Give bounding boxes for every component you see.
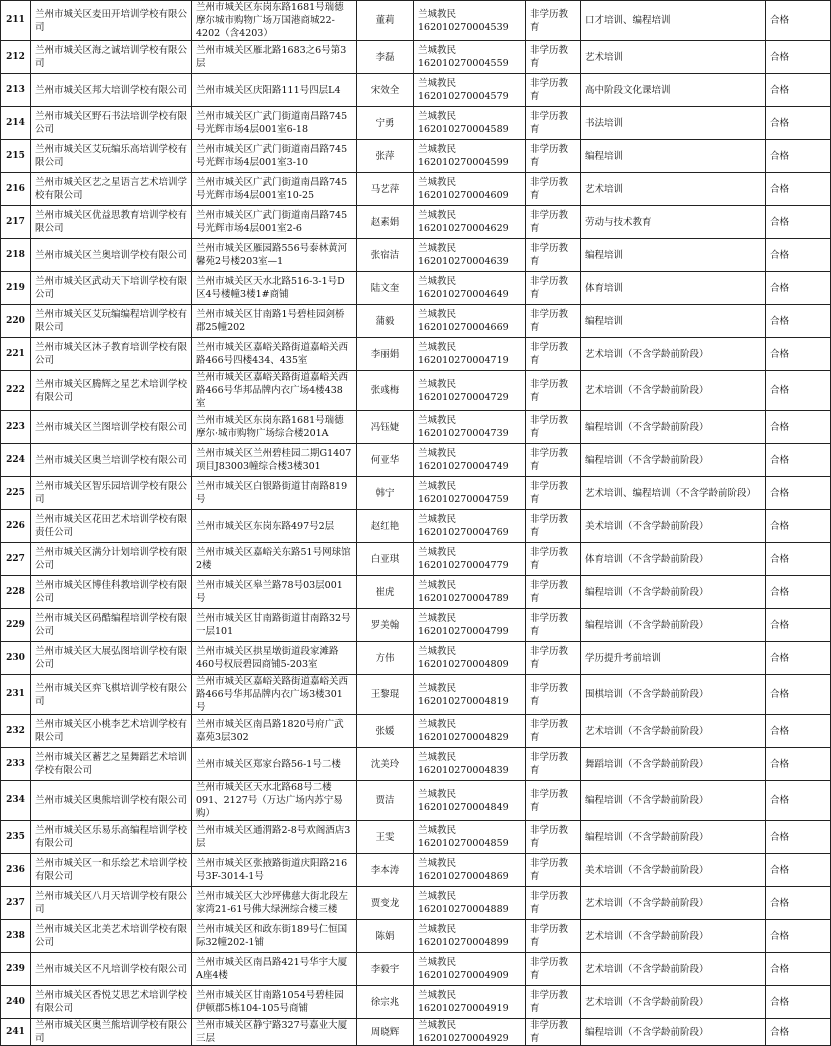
school-name: 兰州市城关区奥兰培训学校有限公司: [31, 444, 192, 477]
table-row: [1, 173, 831, 206]
row-number: 239: [1, 953, 31, 986]
education-type: 非学历教育: [526, 74, 581, 107]
school-address: 兰州市城关区甘南路1号碧桂园剑桥郡25幢202: [192, 305, 357, 338]
table-row: [1, 642, 831, 675]
education-type: 非学历教育: [526, 1, 581, 41]
row-number: 231: [1, 675, 31, 715]
education-type: 非学历教育: [526, 239, 581, 272]
training-scope: 艺术培训（不含学龄前阶段）: [581, 953, 766, 986]
legal-representative: 陈娟: [357, 920, 414, 953]
education-type: 非学历教育: [526, 41, 581, 74]
inspection-result: 合格: [766, 887, 831, 920]
training-scope: 编程培训: [581, 140, 766, 173]
row-number: 220: [1, 305, 31, 338]
license-number: 兰城教民162010270004859: [414, 821, 526, 854]
training-scope: 艺术培训: [581, 173, 766, 206]
school-name: 兰州市城关区邦大培训学校有限公司: [31, 74, 192, 107]
education-type: 非学历教育: [526, 206, 581, 239]
row-number: 234: [1, 781, 31, 821]
row-number: 226: [1, 510, 31, 543]
legal-representative: 罗美翰: [357, 609, 414, 642]
school-address: 兰州市城关区雁园路556号泰林黄河馨苑2号楼203室—1: [192, 239, 357, 272]
inspection-result: 合格: [766, 41, 831, 74]
legal-representative: 宋效全: [357, 74, 414, 107]
training-scope: 艺术培训、编程培训（不含学龄前阶段）: [581, 477, 766, 510]
row-number: 215: [1, 140, 31, 173]
row-number: 219: [1, 272, 31, 305]
school-address: 兰州市城关区南昌路421号华宇大厦A座4楼: [192, 953, 357, 986]
inspection-result: 合格: [766, 477, 831, 510]
row-number: 235: [1, 821, 31, 854]
license-number: 兰城教民162010270004919: [414, 986, 526, 1019]
school-name: 兰州市城关区艾玩编编程培训学校有限公司: [31, 305, 192, 338]
table-row: [1, 107, 831, 140]
training-scope: 艺术培训（不含学龄前阶段）: [581, 715, 766, 748]
school-address: 兰州市城关区广武门街道南昌路745号光辉市场4层001室10-25: [192, 173, 357, 206]
row-number: 223: [1, 411, 31, 444]
education-type: 非学历教育: [526, 510, 581, 543]
training-scope: 高中阶段文化课培训: [581, 74, 766, 107]
legal-representative: 李丽娟: [357, 338, 414, 371]
school-name: 兰州市城关区海之诚培训学校有限公司: [31, 41, 192, 74]
table-row: [1, 715, 831, 748]
school-name: 兰州市城关区北美艺术培训学校有限公司: [31, 920, 192, 953]
training-scope: 美术培训（不含学龄前阶段）: [581, 510, 766, 543]
inspection-result: 合格: [766, 1, 831, 41]
education-type: 非学历教育: [526, 107, 581, 140]
training-scope: 编程培训（不含学龄前阶段）: [581, 411, 766, 444]
education-type: 非学历教育: [526, 576, 581, 609]
school-name: 兰州市城关区码酷编程培训学校有限公司: [31, 609, 192, 642]
inspection-result: 合格: [766, 986, 831, 1019]
row-number: 225: [1, 477, 31, 510]
row-number: 238: [1, 920, 31, 953]
training-scope: 围棋培训（不含学龄前阶段）: [581, 675, 766, 715]
row-number: 218: [1, 239, 31, 272]
legal-representative: 王黎琨: [357, 675, 414, 715]
training-scope: 学历提升考前培训: [581, 642, 766, 675]
table-row: [1, 920, 831, 953]
inspection-result: 合格: [766, 920, 831, 953]
school-address: 兰州市城关区广武门街道南昌路745号光辉市场4层001室2-6: [192, 206, 357, 239]
education-type: 非学历教育: [526, 920, 581, 953]
table-row: [1, 338, 831, 371]
school-address: 兰州市城关区东岗东路1681号瑞德摩尔城市购物广场万国港商城22-4202（含4203）: [192, 1, 357, 41]
school-name: 兰州市城关区花田艺术培训学校有限责任公司: [31, 510, 192, 543]
row-number: 232: [1, 715, 31, 748]
education-type: 非学历教育: [526, 543, 581, 576]
license-number: 兰城教民162010270004829: [414, 715, 526, 748]
license-number: 兰城教民162010270004539: [414, 1, 526, 41]
training-scope: 编程培训（不含学龄前阶段）: [581, 609, 766, 642]
legal-representative: 蒲毅: [357, 305, 414, 338]
legal-representative: 张宿洁: [357, 239, 414, 272]
inspection-result: 合格: [766, 715, 831, 748]
row-number: 241: [1, 1019, 31, 1046]
education-type: 非学历教育: [526, 477, 581, 510]
school-name: 兰州市城关区蓄艺之星舞蹈艺术培训学校有限公司: [31, 748, 192, 781]
education-type: 非学历教育: [526, 748, 581, 781]
row-number: 214: [1, 107, 31, 140]
license-number: 兰城教民162010270004579: [414, 74, 526, 107]
school-name: 兰州市城关区沐子教育培训学校有限公司: [31, 338, 192, 371]
row-number: 224: [1, 444, 31, 477]
license-number: 兰城教民162010270004729: [414, 371, 526, 411]
education-type: 非学历教育: [526, 887, 581, 920]
table-row: [1, 272, 831, 305]
license-number: 兰城教民162010270004849: [414, 781, 526, 821]
inspection-result: 合格: [766, 305, 831, 338]
legal-representative: 冯钰婕: [357, 411, 414, 444]
school-name: 兰州市城关区乐易乐高编程培训学校有限公司: [31, 821, 192, 854]
table-row: [1, 477, 831, 510]
training-scope: 编程培训: [581, 305, 766, 338]
license-number: 兰城教民162010270004559: [414, 41, 526, 74]
school-name: 兰州市城关区一和乐绘艺术培训学校有限公司: [31, 854, 192, 887]
inspection-result: 合格: [766, 609, 831, 642]
school-address: 兰州市城关区广武门街道南昌路745号光辉市场4层001室3-10: [192, 140, 357, 173]
training-scope: 口才培训、编程培训: [581, 1, 766, 41]
legal-representative: 周晓辉: [357, 1019, 414, 1046]
training-scope: 劳动与技术教育: [581, 206, 766, 239]
school-address: 兰州市城关区兰州碧桂园二期G1407项目J83003幢综合楼3楼301: [192, 444, 357, 477]
row-number: 222: [1, 371, 31, 411]
school-address: 兰州市城关区通渭路2-8号欢阁酒店3层: [192, 821, 357, 854]
table-row: [1, 305, 831, 338]
inspection-result: 合格: [766, 338, 831, 371]
table-row: [1, 821, 831, 854]
school-address: 兰州市城关区东岗东路497号2层: [192, 510, 357, 543]
license-number: 兰城教民162010270004609: [414, 173, 526, 206]
inspection-result: 合格: [766, 821, 831, 854]
training-scope: 编程培训（不含学龄前阶段）: [581, 821, 766, 854]
school-address: 兰州市城关区郑家台路56-1号二楼: [192, 748, 357, 781]
table-row: [1, 74, 831, 107]
inspection-result: 合格: [766, 576, 831, 609]
training-scope: 体育培训: [581, 272, 766, 305]
education-type: 非学历教育: [526, 272, 581, 305]
education-type: 非学历教育: [526, 986, 581, 1019]
table-row: [1, 41, 831, 74]
row-number: 227: [1, 543, 31, 576]
training-scope: 艺术培训（不含学龄前阶段）: [581, 338, 766, 371]
school-address: 兰州市城关区东岗东路1681号瑞德摩尔·城市购物广场综合楼201A: [192, 411, 357, 444]
table-row: [1, 239, 831, 272]
table-row: [1, 411, 831, 444]
license-number: 兰城教民162010270004749: [414, 444, 526, 477]
inspection-result: 合格: [766, 543, 831, 576]
school-name: 兰州市城关区博佳科教培训学校有限公司: [31, 576, 192, 609]
legal-representative: 贾洁: [357, 781, 414, 821]
training-scope: 体育培训（不含学龄前阶段）: [581, 543, 766, 576]
education-type: 非学历教育: [526, 854, 581, 887]
school-name: 兰州市城关区麦田开培训学校有限公司: [31, 1, 192, 41]
school-name: 兰州市城关区腾辉之星艺术培训学校有限公司: [31, 371, 192, 411]
license-number: 兰城教民162010270004599: [414, 140, 526, 173]
training-scope: 艺术培训（不含学龄前阶段）: [581, 887, 766, 920]
training-scope: 编程培训（不含学龄前阶段）: [581, 781, 766, 821]
legal-representative: 马艺萍: [357, 173, 414, 206]
education-type: 非学历教育: [526, 338, 581, 371]
license-number: 兰城教民162010270004669: [414, 305, 526, 338]
legal-representative: 白亚琪: [357, 543, 414, 576]
license-number: 兰城教民162010270004739: [414, 411, 526, 444]
school-name: 兰州市城关区智乐园培训学校有限公司: [31, 477, 192, 510]
legal-representative: 张萍: [357, 140, 414, 173]
legal-representative: 张媛: [357, 715, 414, 748]
license-number: 兰城教民162010270004759: [414, 477, 526, 510]
row-number: 233: [1, 748, 31, 781]
school-address: 兰州市城关区甘南路1054号碧桂园伊顿郡5栋104-105号商铺: [192, 986, 357, 1019]
school-name: 兰州市城关区兰奥培训学校有限公司: [31, 239, 192, 272]
training-scope: 编程培训（不含学龄前阶段）: [581, 576, 766, 609]
school-name: 兰州市城关区奥熊培训学校有限公司: [31, 781, 192, 821]
table-row: [1, 576, 831, 609]
school-address: 兰州市城关区皋兰路78号03层001号: [192, 576, 357, 609]
school-name: 兰州市城关区兰图培训学校有限公司: [31, 411, 192, 444]
school-name: 兰州市城关区武动天下培训学校有限公司: [31, 272, 192, 305]
education-type: 非学历教育: [526, 609, 581, 642]
school-address: 兰州市城关区白银路街道甘南路819号: [192, 477, 357, 510]
table-row: [1, 1, 831, 41]
school-address: 兰州市城关区天水北路68号二楼091、2127号（万达广场内苏宁易购）: [192, 781, 357, 821]
table-row: [1, 986, 831, 1019]
education-type: 非学历教育: [526, 821, 581, 854]
license-number: 兰城教民162010270004899: [414, 920, 526, 953]
legal-representative: 方伟: [357, 642, 414, 675]
inspection-result: 合格: [766, 748, 831, 781]
school-name: 兰州市城关区八月天培训学校有限公司: [31, 887, 192, 920]
education-type: 非学历教育: [526, 781, 581, 821]
legal-representative: 崔虎: [357, 576, 414, 609]
education-type: 非学历教育: [526, 173, 581, 206]
school-address: 兰州市城关区大沙坪佛慈大街北段左家湾21-61号佛大绿洲综合楼三楼: [192, 887, 357, 920]
license-number: 兰城教民162010270004789: [414, 576, 526, 609]
school-address: 兰州市城关区静宁路327号嘉业大厦三层: [192, 1019, 357, 1046]
license-number: 兰城教民162010270004809: [414, 642, 526, 675]
training-scope: 编程培训（不含学龄前阶段）: [581, 444, 766, 477]
legal-representative: 徐宗兆: [357, 986, 414, 1019]
school-name: 兰州市城关区满分计划培训学校有限公司: [31, 543, 192, 576]
table-row: [1, 371, 831, 411]
table-row: [1, 953, 831, 986]
school-address: 兰州市城关区张掖路街道庆阳路216号3F-3014-1号: [192, 854, 357, 887]
education-type: 非学历教育: [526, 371, 581, 411]
education-type: 非学历教育: [526, 411, 581, 444]
school-name: 兰州市城关区艺之星语言艺术培训学校有限公司: [31, 173, 192, 206]
school-name: 兰州市城关区大展弘图培训学校有限公司: [31, 642, 192, 675]
license-number: 兰城教民162010270004649: [414, 272, 526, 305]
row-number: 229: [1, 609, 31, 642]
legal-representative: 董莉: [357, 1, 414, 41]
training-scope: 艺术培训（不含学龄前阶段）: [581, 920, 766, 953]
row-number: 217: [1, 206, 31, 239]
legal-representative: 何亚华: [357, 444, 414, 477]
inspection-result: 合格: [766, 206, 831, 239]
license-number: 兰城教民162010270004769: [414, 510, 526, 543]
education-type: 非学历教育: [526, 953, 581, 986]
row-number: 237: [1, 887, 31, 920]
inspection-result: 合格: [766, 411, 831, 444]
school-name: 兰州市城关区香悦艾思艺术培训学校有限公司: [31, 986, 192, 1019]
license-number: 兰城教民162010270004589: [414, 107, 526, 140]
legal-representative: 宁勇: [357, 107, 414, 140]
training-scope: 艺术培训（不含学龄前阶段）: [581, 986, 766, 1019]
legal-representative: 李毅宇: [357, 953, 414, 986]
inspection-result: 合格: [766, 1019, 831, 1046]
inspection-result: 合格: [766, 781, 831, 821]
school-name: 兰州市城关区小桃李艺术培训学校有限公司: [31, 715, 192, 748]
education-type: 非学历教育: [526, 140, 581, 173]
school-name: 兰州市城关区优益思教育培训学校有限公司: [31, 206, 192, 239]
school-address: 兰州市城关区庆阳路111号四层L4: [192, 74, 357, 107]
license-number: 兰城教民162010270004819: [414, 675, 526, 715]
row-number: 212: [1, 41, 31, 74]
table-row: [1, 609, 831, 642]
school-name: 兰州市城关区弈飞棋培训学校有限公司: [31, 675, 192, 715]
school-address: 兰州市城关区嘉峪关路街道嘉峪关西路466号华邦品牌内衣广场3楼301号: [192, 675, 357, 715]
inspection-result: 合格: [766, 953, 831, 986]
inspection-result: 合格: [766, 173, 831, 206]
school-name: 兰州市城关区奥兰熊培训学校有限公司: [31, 1019, 192, 1046]
school-address: 兰州市城关区天水北路516-3-1号D区4号楼幢3楼1#商铺: [192, 272, 357, 305]
row-number: 221: [1, 338, 31, 371]
training-scope: 艺术培训: [581, 41, 766, 74]
row-number: 236: [1, 854, 31, 887]
table-row: [1, 140, 831, 173]
school-address: 兰州市城关区嘉峪关路街道嘉峪关西路466号华邦品牌内衣广场4楼438室: [192, 371, 357, 411]
legal-representative: 赵素娟: [357, 206, 414, 239]
school-address: 兰州市城关区嘉峪关东路51号网球馆2楼: [192, 543, 357, 576]
license-number: 兰城教民162010270004839: [414, 748, 526, 781]
education-type: 非学历教育: [526, 675, 581, 715]
education-type: 非学历教育: [526, 444, 581, 477]
row-number: 228: [1, 576, 31, 609]
row-number: 211: [1, 1, 31, 41]
legal-representative: 陆文奎: [357, 272, 414, 305]
license-number: 兰城教民162010270004629: [414, 206, 526, 239]
training-scope: 美术培训（不含学龄前阶段）: [581, 854, 766, 887]
school-address: 兰州市城关区南昌路1820号府广武嘉苑3层302: [192, 715, 357, 748]
legal-representative: 李磊: [357, 41, 414, 74]
training-scope: 舞蹈培训（不含学龄前阶段）: [581, 748, 766, 781]
training-scope: 书法培训: [581, 107, 766, 140]
table-row: [1, 444, 831, 477]
school-name: 兰州市城关区野石书法培训学校有限公司: [31, 107, 192, 140]
inspection-result: 合格: [766, 239, 831, 272]
school-address: 兰州市城关区拱星墩街道段家滩路460号权辰碧园商铺5-203室: [192, 642, 357, 675]
legal-representative: 赵红艳: [357, 510, 414, 543]
table-row: [1, 887, 831, 920]
row-number: 230: [1, 642, 31, 675]
inspection-result: 合格: [766, 272, 831, 305]
table-row: [1, 510, 831, 543]
inspection-result: 合格: [766, 444, 831, 477]
training-scope: 编程培训: [581, 239, 766, 272]
school-address: 兰州市城关区和政东街189号仁恒国际32幢202-1铺: [192, 920, 357, 953]
license-number: 兰城教民162010270004639: [414, 239, 526, 272]
legal-representative: 张彧梅: [357, 371, 414, 411]
legal-representative: 李本涛: [357, 854, 414, 887]
school-address: 兰州市城关区甘南路街道甘南路32号一层101: [192, 609, 357, 642]
inspection-result: 合格: [766, 854, 831, 887]
inspection-result: 合格: [766, 371, 831, 411]
training-scope: 编程培训（不含学龄前阶段）: [581, 1019, 766, 1046]
table-row: [1, 748, 831, 781]
inspection-result: 合格: [766, 140, 831, 173]
row-number: 240: [1, 986, 31, 1019]
inspection-result: 合格: [766, 510, 831, 543]
license-number: 兰城教民162010270004779: [414, 543, 526, 576]
license-number: 兰城教民162010270004929: [414, 1019, 526, 1046]
legal-representative: 沈美玲: [357, 748, 414, 781]
training-scope: 艺术培训（不含学龄前阶段）: [581, 371, 766, 411]
legal-representative: 王雯: [357, 821, 414, 854]
table-body: [1, 1, 831, 1046]
license-number: 兰城教民162010270004909: [414, 953, 526, 986]
education-type: 非学历教育: [526, 642, 581, 675]
license-number: 兰城教民162010270004799: [414, 609, 526, 642]
school-address: 兰州市城关区雁北路1683之6号第3层: [192, 41, 357, 74]
inspection-result: 合格: [766, 74, 831, 107]
school-name: 兰州市城关区艾玩编乐高培训学校有限公司: [31, 140, 192, 173]
table-row: [1, 1019, 831, 1046]
school-name: 兰州市城关区不凡培训学校有限公司: [31, 953, 192, 986]
education-type: 非学历教育: [526, 305, 581, 338]
inspection-result: 合格: [766, 675, 831, 715]
education-type: 非学历教育: [526, 1019, 581, 1046]
table-row: [1, 543, 831, 576]
row-number: 216: [1, 173, 31, 206]
row-number: 213: [1, 74, 31, 107]
table-row: [1, 781, 831, 821]
school-address: 兰州市城关区广武门街道南昌路745号光辉市场4层001室6-18: [192, 107, 357, 140]
inspection-result: 合格: [766, 107, 831, 140]
legal-representative: 韩宁: [357, 477, 414, 510]
license-number: 兰城教民162010270004889: [414, 887, 526, 920]
license-number: 兰城教民162010270004719: [414, 338, 526, 371]
education-type: 非学历教育: [526, 715, 581, 748]
legal-representative: 贾变龙: [357, 887, 414, 920]
table-row: [1, 854, 831, 887]
table-row: [1, 675, 831, 715]
inspection-result: 合格: [766, 642, 831, 675]
table-row: [1, 206, 831, 239]
school-address: 兰州市城关区嘉峪关路街道嘉峪关西路466号四楼434、435室: [192, 338, 357, 371]
license-number: 兰城教民162010270004869: [414, 854, 526, 887]
